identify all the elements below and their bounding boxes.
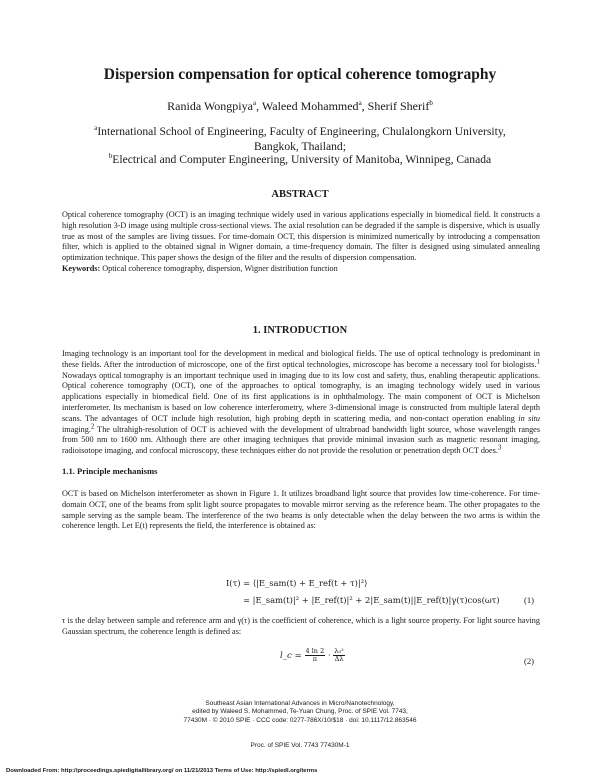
affiliation-a-marker: a <box>94 124 98 133</box>
publication-footer <box>120 700 480 725</box>
intro-paragraph <box>62 349 540 457</box>
intro-heading: 1. INTRODUCTION <box>252 325 348 336</box>
equation-2 <box>280 648 345 663</box>
author-1-affil: a <box>252 99 257 107</box>
affiliation-b-marker: b <box>108 152 113 161</box>
intro-text-4: The ultrahigh-resolution of OCT is achieved with the development of ultrabroad bandwidth light source, whose wavelength ranges from 500 nm to 1600 nm. Although there are other imaging techniques that provide minimal invasion such as magnetic resonant imaging, radioisotope imaging, and confocal microscopy, these techniques either do not provide the resolution or penetration depth OCT does. <box>62 424 540 456</box>
equation-1-line-1: I(τ) = ⟨|E_sam(t) + E_ref(t + τ)|²⟩ <box>226 578 368 588</box>
keywords-label: Keywords: <box>62 264 101 273</box>
author-sep: , <box>256 99 262 113</box>
equation-2-dot: · <box>327 651 331 661</box>
affiliation-b <box>80 152 520 167</box>
page-number: Proc. of SPIE Vol. 7743 77430M-1 <box>250 742 350 749</box>
citation-2: 2 <box>90 421 95 430</box>
keywords <box>62 264 540 275</box>
author-3-affil: b <box>429 99 433 107</box>
equation-1-line-2: = |E_sam(t)|² + |E_ref(t)|² + 2|E_sam(t)||E_ref(t)|γ(τ)cos(ωτ) <box>243 595 500 605</box>
intro-text-1: Imaging technology is an important tool for the development in medical and biological fields. The use of optical technology is predominant in these fields. After the introduction of microscope, one of the first optical technologies, microscope has become a necessary tool for biologists. <box>62 349 540 369</box>
citation-3: 3 <box>497 443 502 452</box>
author-1: Ranida Wongpiya <box>167 99 253 113</box>
principle-paragraph-2: τ is the delay between sample and reference arm and γ(τ) is the coefficient of coherence, which is a light source property. For light source having Gaussian spectrum, the coherence length is defined as: <box>62 616 540 636</box>
equation-2-number: (2) <box>524 656 535 666</box>
abstract-heading: ABSTRACT <box>271 189 329 200</box>
author-3: Sherif Sherif <box>367 99 430 113</box>
download-notice: Downloaded From: http://proceedings.spiedigitallibrary.org/ on 11/21/2013 Terms of Use: http://spiedl.org/terms <box>6 768 318 774</box>
footer-line-3: 77430M · © 2010 SPIE · CCC code: 0277-786X/10/$18 · doi: 10.1117/12.863546 <box>183 716 417 724</box>
intro-italic: in situ <box>518 413 540 423</box>
abstract-text: Optical coherence tomography (OCT) is an imaging technique widely used in various applications especially in biomedical field. It constructs a high resolution 3-D image using multiple cross-sectional views. The axial resolution can be degraded if the sample is dispersive, which is usually true as most of the samples are living tissues. For time-domain OCT, this dispersion is minimized numerically by introducing a compensation filter, which is applied to the obtained signal in Wigner domain, a time-frequency domain. The filter is designed using simulated annealing optimization technique. This paper shows the design of the filter and the results of dispersion compensation. <box>62 210 540 263</box>
intro-text-2: Nowadays optical tomography is an important technique used in imaging due to its low cost and safety, thus, enabling therapeutic applications. Optical coherence tomography (OCT), one of the approaches to optical tomography, is an imaging technology widely used in various applications especially in biomedical field. One of its first applications is in ophthalmology. The main component of OCT is Michelson interferometer. Its mechanism is based on low coherence interferometry, where 3-dimensional image is constructed from multiple lateral depth scans. The advantages of OCT include high resolution, high probing depth in scattering media, and non-contact operation enabling <box>62 370 540 423</box>
equation-2-lhs: l_c = <box>280 651 302 661</box>
affiliation-b-text: Electrical and Computer Engineering, University of Manitoba, Winnipeg, Canada <box>112 153 492 166</box>
citation-1: 1 <box>536 357 540 366</box>
subsection-heading: 1.1. Principle mechanisms <box>62 466 158 476</box>
intro-text-3: imaging. <box>62 424 91 434</box>
principle-paragraph-1: OCT is based on Michelson interferometer as shown in Figure 1. It utilizes broadband light source that provides low time-coherence. For time-domain OCT, one of the beams from split light source propagates to movable mirror serving as the reference beam. The other propagates to the sample serving as the sample beam. The interference of the two beams is only detectable when the delay between the two arms is within the coherence length. Let E(t) represents the field, the interference is obtained as: <box>62 489 540 531</box>
equation-1-number: (1) <box>524 595 535 605</box>
affiliation-a <box>80 124 520 154</box>
equation-2-frac-1-num: 4 ln 2 <box>305 647 325 655</box>
author-list <box>40 99 560 114</box>
keywords-text: Optical coherence tomography, dispersion, Wigner distribution function <box>100 264 338 273</box>
equation-2-frac-2-den: Δλ <box>334 655 344 663</box>
paper-title: Dispersion compensation for optical coherence tomography <box>103 66 497 83</box>
equation-2-frac-2-num: λ₀² <box>334 647 344 655</box>
footer-line-2: edited by Waleed S. Mohammed, Te-Yuan Chung, Proc. of SPIE Vol. 7743, <box>192 708 408 716</box>
author-2-affil: a <box>358 99 362 107</box>
equation-2-frac-2 <box>333 648 344 663</box>
equation-2-frac-1 <box>305 648 326 663</box>
equation-2-frac-1-den: π <box>312 655 317 663</box>
footer-line-1: Southeast Asian International Advances in Micro/Nanotechnology, <box>205 700 395 707</box>
author-sep: , <box>361 99 368 113</box>
affiliation-a-text: International School of Engineering, Faculty of Engineering, Chulalongkorn University, Bangkok, Thailand; <box>97 125 506 153</box>
author-2: Waleed Mohammed <box>261 99 359 113</box>
